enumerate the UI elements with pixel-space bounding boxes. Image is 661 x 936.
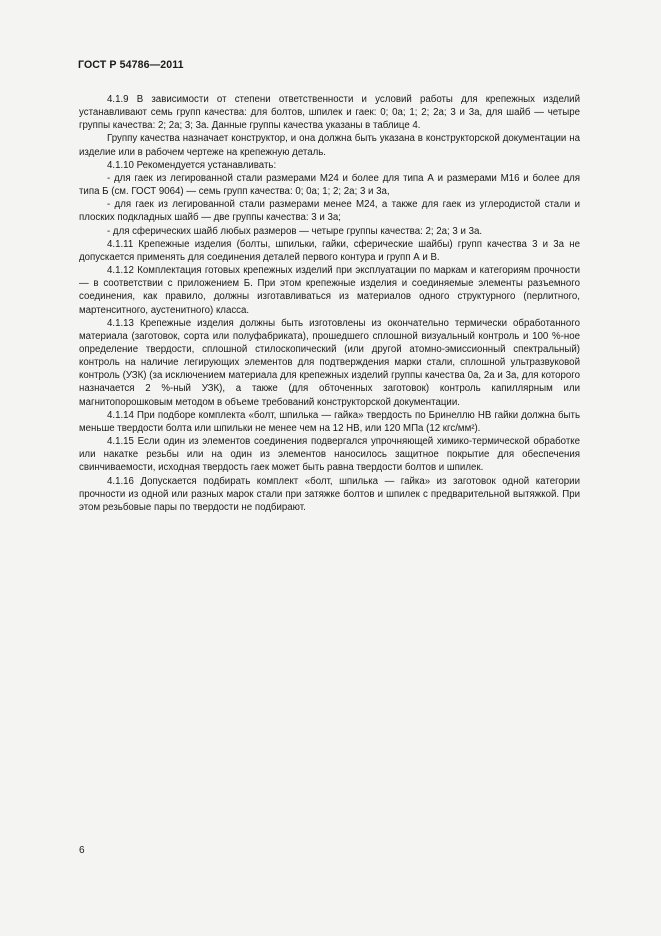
list-item-spherical-washers: - для сферических шайб любых размеров — четыре группы качества: 2; 2а; 3 и 3а. [107, 225, 483, 237]
list-item-alloy-nuts-large: - для гаек из легированной стали размерами М24 и более для типа А и размерами М16 и более для типа Б (см. ГОСТ 9064) — семь групп качества: 0; 0а; 1; 2; 2а; 3 и 3а, [79, 172, 580, 198]
paragraph-4-1-14: 4.1.14 При подборе комплекта «болт, шпилька — гайка» твердость по Бринеллю НВ гайки должна быть меньше твердости болта или шпильки не менее чем на 12 НВ, или 120 МПа (12 кгс/мм²). [79, 409, 580, 434]
document-body [79, 93, 580, 514]
document-header: ГОСТ Р 54786—2011 [78, 59, 184, 71]
list-item-alloy-nuts-small: - для гаек из легированной стали размерами менее М24, а также для гаек из углеродистой стали и плоских подкладных шайб — две группы качества: 3 и 3а; [79, 199, 580, 224]
paragraph-4-1-10: 4.1.10 Рекомендуется устанавливать: [107, 159, 277, 171]
paragraph-4-1-16: 4.1.16 Допускается подбирать комплект «болт, шпилька — гайка» из заготовок одной категории прочности из одной или разных марок стали при затяжке болтов и шпилек с предварительной вытяжкой. При этом резьбовые пары по твердости не подбирают. [79, 475, 580, 513]
paragraph-4-1-15: 4.1.15 Если один из элементов соединения подвергался упрочняющей химико-термической обработке или накатке резьбы или на один из элементов наносилось защитное покрытие для обеспечения свинчиваемости, исходная твердость гаек может быть равна твердости болтов и шпилек. [79, 436, 580, 474]
paragraph-quality-group: Группу качества назначает конструктор, и она должна быть указана в конструкторской документации на изделие или в рабочем чертеже на крепежную деталь. [79, 133, 580, 158]
paragraph-4-1-9: 4.1.9 В зависимости от степени ответственности и условий работы для крепежных изделий устанавливают семь групп качества: для болтов, шпилек и гаек: 0; 0а; 1; 2; 2а; 3 и 3а, для шайб — четыре группы качества: 2; 2а; 3; 3а. Данные группы качества указаны в таблице 4. [79, 94, 580, 132]
paragraph-4-1-11: 4.1.11 Крепежные изделия (болты, шпильки, гайки, сферические шайбы) групп качества 3 и 3а не допускается применять для соединения деталей первого контура и групп А и В. [79, 238, 580, 263]
page-number: 6 [79, 845, 85, 856]
paragraph-4-1-13: 4.1.13 Крепежные изделия должны быть изготовлены из окончательно термически обработанного материала (заготовок, сорта или полуфабриката), прошедшего сплошной визуальный контроль и 100 %-ное определение твердости, сплошной стилоскопический (или другой атомно-эмиссионный спектральный) контроль на наличие легирующих элементов для подтверждения марки стали, сплошной ультразвуковой контроль (УЗК) (за исключением материала для крепежных изделий группы качества 0а, 2а и 3а, для которого назначается 2 %-ный УЗК), а также (для обточенных заготовок) контроль капиллярным или магнитопорошковым методом в объеме требований конструкторской документации. [79, 317, 580, 408]
paragraph-4-1-12: 4.1.12 Комплектация готовых крепежных изделий при эксплуатации по маркам и категориям прочности — в соответствии с приложением Б. При этом крепежные изделия и соединяемые элементы разъемного соединения, как правило, должны изготавливаться из материалов одного структурного (перлитного, мартенситного, аустенитного) класса. [79, 265, 580, 316]
